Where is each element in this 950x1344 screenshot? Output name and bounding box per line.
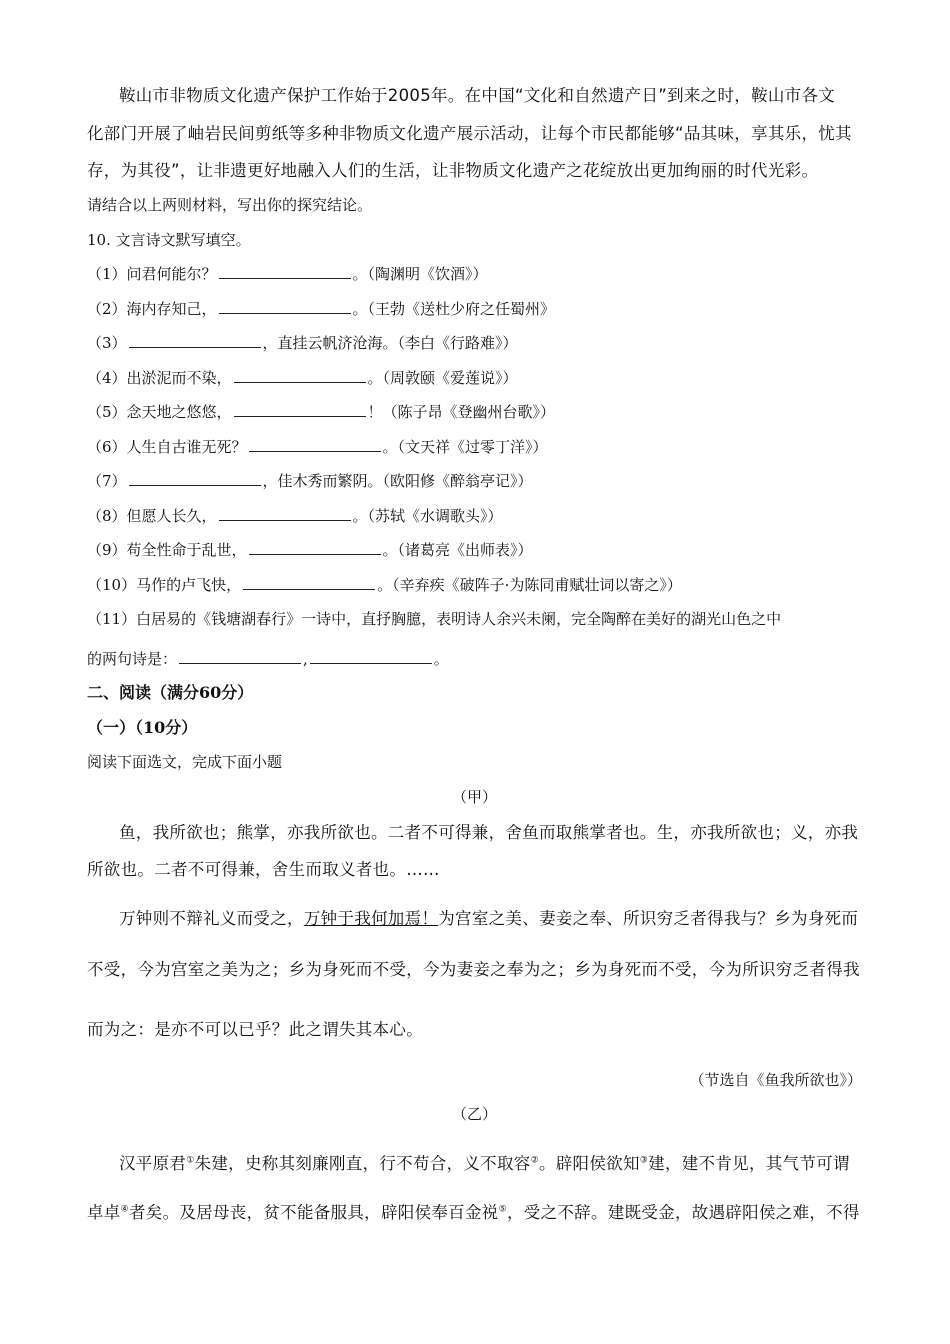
- text: 建，建不肯见，其气节可谓: [648, 1154, 850, 1173]
- item-post: 。（诸葛亮《出师表》）: [382, 541, 533, 559]
- item-post: 。（周敦颐《爱莲说》）: [367, 369, 518, 387]
- footnote-marker: ①: [186, 1155, 195, 1166]
- q10-item-11-line2: [87, 648, 862, 669]
- yi-label: （乙）: [451, 1105, 497, 1123]
- jia-p2-line3: 而为之：是亦不可以已乎？此之谓失其本心。: [87, 1020, 423, 1039]
- item-pre: （10）马作的卢飞快，: [87, 576, 242, 594]
- q10-item-3: [87, 332, 862, 353]
- text: 卓卓: [87, 1203, 121, 1222]
- fill-blank[interactable]: [219, 264, 351, 279]
- q10-item-6: [87, 436, 862, 457]
- jia-p2-line2: 不受，今为宫室之美为之；乡为身死而不受，今为妻妾之奉为之；乡为身死而不受，今为所识穷乏者得我: [87, 960, 860, 979]
- jia-source: （节选自《鱼我所欲也》）: [689, 1071, 862, 1089]
- text: 汉平原君: [119, 1154, 187, 1173]
- q10-item-2: [87, 298, 862, 319]
- prompt-text: 请结合以上两则材料，写出你的探究结论。: [87, 196, 373, 214]
- fill-blank[interactable]: [243, 575, 375, 590]
- item-end: 。: [433, 650, 449, 668]
- item-post: 。（文天祥《过零丁洋》）: [382, 438, 548, 456]
- q10-item-10: [87, 574, 862, 595]
- para1-line2: 化部门开展了岫岩民间剪纸等多种非物质文化遗产展示活动，让每个市民都能够“品其味，享其乐，忧其: [87, 124, 852, 143]
- fill-blank[interactable]: [219, 299, 351, 314]
- item-pre: 的两句诗是：: [87, 650, 178, 668]
- item-pre: （7）: [87, 472, 127, 490]
- item-sep: ,: [303, 650, 308, 668]
- yi-line1: [87, 1150, 894, 1174]
- q10-title: 10. 文言诗文默写填空。: [87, 231, 251, 249]
- reading-instruction: 阅读下面选文，完成下面小题: [87, 753, 283, 771]
- footnote-marker: ②: [530, 1155, 539, 1166]
- text: 。辟阳侯欲知: [538, 1154, 640, 1173]
- text: 为宫室之美、妻妾之奉、所识穷乏者得我与？乡为身死而: [438, 909, 859, 928]
- q10-item-1: [87, 263, 862, 284]
- fill-blank[interactable]: [129, 471, 261, 486]
- q10-item-7: [87, 470, 862, 491]
- item-pre: （5）念天地之悠悠，: [87, 403, 232, 421]
- item-post: ，直挂云帆济沧海。（李白《行路难》）: [262, 334, 518, 352]
- fill-blank[interactable]: [179, 649, 301, 664]
- fill-blank[interactable]: [129, 333, 261, 348]
- jia-p1-line2: 所欲也。二者不可得兼，舍生而取义者也。……: [87, 860, 440, 879]
- item-post: ，佳木秀而繁阴。（欧阳修《醉翁亭记》）: [262, 472, 533, 490]
- item-pre: （9）苟全性命于乱世，: [87, 541, 247, 559]
- q10-item-4: [87, 367, 862, 388]
- item-post: 。（苏轼《水调歌头》）: [352, 507, 503, 525]
- section2-title: 二、阅读（满分60分）: [87, 683, 254, 702]
- item-post: 。（陶渊明《饮酒》）: [352, 265, 488, 283]
- jia-p2-line1: [87, 905, 894, 929]
- q10-item-9: [87, 539, 862, 560]
- text: 万钟则不辩礼义而受之，: [119, 909, 304, 928]
- underlined-sentence: 万钟于我何加焉！: [303, 909, 439, 928]
- item-pre: （8）但愿人长久，: [87, 507, 217, 525]
- q10-item-5: [87, 401, 862, 422]
- footnote-marker: ④: [120, 1204, 129, 1215]
- fill-blank[interactable]: [249, 540, 381, 555]
- fill-blank[interactable]: [219, 506, 351, 521]
- fill-blank[interactable]: [249, 437, 381, 452]
- para1-line1: 鞍山市非物质文化遗产保护工作始于2005年。在中国“文化和自然遗产日”到来之时，鞍山市各文: [119, 86, 836, 105]
- fill-blank[interactable]: [234, 368, 366, 383]
- footnote-marker: ③: [639, 1155, 649, 1166]
- item-pre: （4）出淤泥而不染，: [87, 369, 232, 387]
- item-post: 。（辛弃疾《破阵子·为陈同甫赋壮词以寄之》）: [377, 576, 682, 594]
- item-post: 。（王勃《送杜少府之任蜀州》: [352, 300, 556, 318]
- item-pre: （6）人生自古谁无死？: [87, 438, 247, 456]
- q10-item-8: [87, 505, 862, 526]
- text: 者矣。及居母丧，贫不能备服具，辟阳侯奉百金祱: [128, 1203, 499, 1222]
- item-pre: （1）问君何能尔？: [87, 265, 217, 283]
- fill-blank[interactable]: [234, 402, 366, 417]
- fill-blank[interactable]: [310, 649, 432, 664]
- yi-line2: [87, 1199, 862, 1223]
- q10-item-11-line1: （11）白居易的《钱塘湖春行》一诗中，直抒胸臆，表明诗人余兴未阑，完全陶醉在美好的湖光山色之中: [87, 610, 782, 628]
- item-pre: （2）海内存知己，: [87, 300, 217, 318]
- item-post: ！（陈子昂《登幽州台歌》）: [367, 403, 556, 421]
- text: 朱建，史称其刻廉刚直，行不苟合，义不取容: [194, 1154, 531, 1173]
- para1-line3: 存，为其役”，让非遗更好地融入人们的生活，让非物质文化遗产之花绽放出更加绚丽的时代光彩。: [87, 161, 819, 180]
- jia-label: （甲）: [451, 788, 497, 806]
- text: ，受之不辞。建既受金，故遇辟阳侯之难，不得: [506, 1203, 860, 1222]
- section2-sub1: （一）（10分）: [87, 718, 198, 737]
- item-pre: （3）: [87, 334, 127, 352]
- jia-p1-line1: 鱼，我所欲也；熊掌，亦我所欲也。二者不可得兼，舍鱼而取熊掌者也。生，亦我所欲也；义，亦我: [119, 823, 859, 842]
- footnote-marker: ⑤: [498, 1204, 507, 1215]
